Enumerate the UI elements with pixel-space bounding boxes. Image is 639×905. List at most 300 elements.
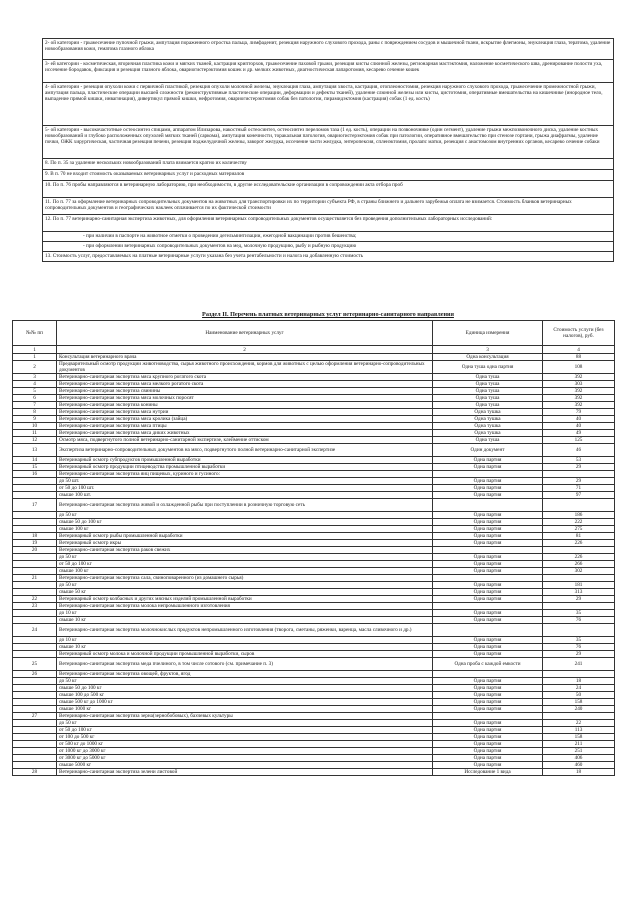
row-number: 14 bbox=[13, 457, 57, 464]
service-price: 211 bbox=[543, 741, 615, 748]
note-row bbox=[43, 126, 614, 159]
table-row bbox=[13, 492, 615, 499]
service-price: 35 bbox=[543, 637, 615, 644]
table-row bbox=[13, 658, 615, 671]
unit-of-measure: Одна тушка bbox=[433, 416, 543, 423]
note-row bbox=[43, 39, 614, 60]
table-row bbox=[13, 603, 615, 610]
service-name: до 10 кг bbox=[57, 637, 433, 644]
service-price: 76 bbox=[543, 617, 615, 624]
row-number bbox=[13, 589, 57, 596]
row-number bbox=[13, 492, 57, 499]
table-row bbox=[13, 734, 615, 741]
service-price: 24 bbox=[543, 685, 615, 692]
table-row bbox=[13, 741, 615, 748]
service-name: до 50 кг bbox=[57, 554, 433, 561]
service-price: 46 bbox=[543, 444, 615, 457]
table-row bbox=[13, 457, 615, 464]
row-number: 24 bbox=[13, 624, 57, 637]
row-number bbox=[13, 706, 57, 713]
row-number bbox=[13, 755, 57, 762]
unit-of-measure: Одна партия bbox=[433, 464, 543, 471]
service-name: Ветеринарный осмотр молока и молочной продукции промышленной выработки, сыров bbox=[57, 651, 433, 658]
note-text: 5- ой категории - высокочастотные остеосинтез спицами, аппаратом Илизарова, накостный остеосинтез, остеосинтез переломов таза (1 ед. кость), операции на позвоночнике (один сегмент), удаление грыжи межпозвоночного диска, удаление костных новообразований и глубоко расположенных опухолей мягких тканей (саркома), ампутация конечности, торакальная патология, овариогистерэктомия собак при патологии, оперативное вмешательство при стенозе гортани, грыжа диафрагмы, удаление почки, ОЖК хирургическая, частичная резекция печени, резекция поджелудочной железы, заворот желудка, иссечение части желудка, энтеропексия, спленэктомия, пролапс матки, резекция с анастомозом внутренних органов, кесарево сечение собаки bbox=[43, 126, 614, 159]
unit-of-measure: Одна тушка bbox=[433, 423, 543, 430]
service-price: 29 bbox=[543, 651, 615, 658]
service-name: от 50 до 100 шт. bbox=[57, 485, 433, 492]
unit-of-measure: Одна партия bbox=[433, 568, 543, 575]
row-number bbox=[13, 644, 57, 651]
service-price: 71 bbox=[543, 485, 615, 492]
table-row bbox=[13, 430, 615, 437]
row-number bbox=[13, 526, 57, 533]
unit-of-measure: Одна партия bbox=[433, 526, 543, 533]
note-text: - при наличии в паспорте на животное отметки о проведении дегельминтизации, ежегодной вакцинации против бешенства; bbox=[43, 232, 614, 242]
row-number bbox=[13, 512, 57, 519]
price-table-header bbox=[13, 321, 615, 346]
service-price: 108 bbox=[543, 361, 615, 374]
unit-of-measure: Одна туша bbox=[433, 402, 543, 409]
unit-of-measure: Один документ bbox=[433, 444, 543, 457]
service-name: от 50 до 100 кг bbox=[57, 561, 433, 568]
unit-of-measure bbox=[433, 713, 543, 720]
row-number bbox=[13, 637, 57, 644]
row-number bbox=[13, 748, 57, 755]
table-row bbox=[13, 678, 615, 685]
header-name: Наименование ветеринарных услуг bbox=[57, 321, 433, 346]
table-row bbox=[13, 692, 615, 699]
unit-of-measure: Одна партия bbox=[433, 561, 543, 568]
table-row bbox=[13, 706, 615, 713]
service-name: Ветеринарно-санитарная экспертиза меда пчелиного, в том числе сотового (см. примечание п. 3) bbox=[57, 658, 433, 671]
note-row bbox=[43, 215, 614, 232]
table-row bbox=[13, 519, 615, 526]
row-number: 7 bbox=[13, 402, 57, 409]
row-number bbox=[13, 610, 57, 617]
row-number: 11 bbox=[13, 430, 57, 437]
service-name: Ветеринарно-санитарная экспертиза живой и охлажденной рыбы при поступлении в розничную торговую сеть bbox=[57, 499, 433, 512]
row-number: 5 bbox=[13, 388, 57, 395]
table-row bbox=[13, 617, 615, 624]
service-price: 97 bbox=[543, 492, 615, 499]
service-price: 40 bbox=[543, 416, 615, 423]
unit-of-measure: Одна партия bbox=[433, 519, 543, 526]
unit-of-measure: Одна туша bbox=[433, 437, 543, 444]
service-price: 392 bbox=[543, 374, 615, 381]
service-price: 53 bbox=[543, 457, 615, 464]
row-number: 18 bbox=[13, 533, 57, 540]
service-price: 76 bbox=[543, 644, 615, 651]
service-price: 406 bbox=[543, 755, 615, 762]
row-number: 16 bbox=[13, 471, 57, 478]
unit-of-measure: Одна консультация bbox=[433, 354, 543, 361]
unit-of-measure: Одна тушка bbox=[433, 409, 543, 416]
table-row bbox=[13, 644, 615, 651]
service-name: до 10 кг bbox=[57, 610, 433, 617]
row-number: 12 bbox=[13, 437, 57, 444]
note-row bbox=[43, 252, 614, 262]
row-number bbox=[13, 678, 57, 685]
service-name: до 50 кг bbox=[57, 678, 433, 685]
row-number: 6 bbox=[13, 395, 57, 402]
table-row bbox=[13, 540, 615, 547]
service-price: 226 bbox=[543, 540, 615, 547]
unit-of-measure: Одна партия bbox=[433, 644, 543, 651]
row-number bbox=[13, 478, 57, 485]
table-row bbox=[13, 651, 615, 658]
table-row bbox=[13, 423, 615, 430]
service-name: от 50 до 100 кг bbox=[57, 727, 433, 734]
service-name: Ветеринарно-санитарная экспертиза сала, свиноповаренного (из домашнего сырья) bbox=[57, 575, 433, 582]
service-name: свыше 50 до 100 кг bbox=[57, 519, 433, 526]
row-number: 3 bbox=[13, 374, 57, 381]
service-name: Ветеринарный осмотр колбасных и других мясных изделий промышленной выработки bbox=[57, 596, 433, 603]
service-name: Ветеринарно-санитарная экспертиза свинины bbox=[57, 388, 433, 395]
unit-of-measure: Одна партия bbox=[433, 582, 543, 589]
unit-of-measure: Одна партия bbox=[433, 617, 543, 624]
col-number: 1 bbox=[13, 346, 57, 354]
service-name: Экспертиза ветеринарно-сопроводительных документов на мясо, подвергнутого полной ветеринарно-санитарной экспертизе bbox=[57, 444, 433, 457]
service-price: 392 bbox=[543, 395, 615, 402]
service-name: Ветеринарно-санитарная экспертиза молока непромышленного изготовления bbox=[57, 603, 433, 610]
unit-of-measure: Одна партия bbox=[433, 533, 543, 540]
service-name: Ветеринарно-санитарная экспертиза мяса молочных поросят bbox=[57, 395, 433, 402]
unit-of-measure: Одна партия bbox=[433, 485, 543, 492]
service-price: 113 bbox=[543, 727, 615, 734]
table-row bbox=[13, 361, 615, 374]
header-unit: Единица измерения bbox=[433, 321, 543, 346]
service-price bbox=[543, 624, 615, 637]
table-row bbox=[13, 727, 615, 734]
table-row bbox=[13, 395, 615, 402]
table-row bbox=[13, 748, 615, 755]
unit-of-measure: Одна партия bbox=[433, 457, 543, 464]
row-number bbox=[13, 741, 57, 748]
row-number bbox=[13, 561, 57, 568]
service-name: от 3000 кг до 5000 кг bbox=[57, 755, 433, 762]
unit-of-measure: Одна партия bbox=[433, 554, 543, 561]
row-number bbox=[13, 692, 57, 699]
service-name: Ветеринарно-санитарная экспертиза мяса кролика (зайца) bbox=[57, 416, 433, 423]
service-price bbox=[543, 471, 615, 478]
col-number: 4 bbox=[543, 346, 615, 354]
note-text: - при оформлении ветеринарных сопроводительных документов на мед, молочную продукцию, рыбу и рыбную продукцию bbox=[43, 242, 614, 252]
table-row bbox=[13, 444, 615, 457]
service-name: свыше 5000 кг bbox=[57, 762, 433, 769]
service-price: 50 bbox=[543, 692, 615, 699]
unit-of-measure: Одна партия bbox=[433, 540, 543, 547]
note-row bbox=[43, 242, 614, 252]
service-price: 158 bbox=[543, 734, 615, 741]
unit-of-measure: Одна партия bbox=[433, 685, 543, 692]
table-row bbox=[13, 526, 615, 533]
row-number: 20 bbox=[13, 547, 57, 554]
price-table bbox=[12, 320, 615, 776]
unit-of-measure: Одна партия bbox=[433, 734, 543, 741]
unit-of-measure: Одна партия bbox=[433, 492, 543, 499]
unit-of-measure: Одна туша одна партия bbox=[433, 361, 543, 374]
table-row bbox=[13, 533, 615, 540]
table-row bbox=[13, 388, 615, 395]
table-row bbox=[13, 568, 615, 575]
unit-of-measure bbox=[433, 624, 543, 637]
row-number: 2 bbox=[13, 361, 57, 374]
note-text: 4- ой категории - резекция опухоли кожи с первичной пластикой, резекция опухоли молочной железы, энуклеация глаза, ампутация хвоста, кастрация, отоплеоностомия, резекция наружного слухового прохода, грыжесечение промежностной грыжи, ампутация пальца, пластические операции высшей сложности (реконструктивные пластические операции, деформации и дефекты тканей), удаление слюнной железы или кисты, цистотомия, оперативные вмешательства на кишечнике (инородное тело, выпадение прямой кишки, инвагинация), дивертикул прямой кишки, нефротомия, овариогистерэктомия собак без патологии, пирамидэктомия (кастрация) собак (1 ед. кость) bbox=[43, 83, 614, 126]
table-row bbox=[13, 416, 615, 423]
table-row bbox=[13, 589, 615, 596]
row-number bbox=[13, 727, 57, 734]
table-row bbox=[13, 381, 615, 388]
table-row bbox=[13, 596, 615, 603]
table-row bbox=[13, 610, 615, 617]
header-num: №№ пп bbox=[13, 321, 57, 346]
row-number bbox=[13, 617, 57, 624]
table-row bbox=[13, 478, 615, 485]
row-number: 22 bbox=[13, 596, 57, 603]
row-number bbox=[13, 720, 57, 727]
service-name: свыше 10 кг bbox=[57, 617, 433, 624]
note-row bbox=[43, 170, 614, 181]
service-name: Ветеринарный осмотр продукции птицеводства промышленной выработки bbox=[57, 464, 433, 471]
service-name: от 500 кг до 1000 кг bbox=[57, 741, 433, 748]
table-row bbox=[13, 409, 615, 416]
unit-of-measure: Одна туша bbox=[433, 381, 543, 388]
table-row bbox=[13, 762, 615, 769]
unit-of-measure: Одна партия bbox=[433, 762, 543, 769]
row-number: 15 bbox=[13, 464, 57, 471]
table-row bbox=[13, 471, 615, 478]
column-numbers-row bbox=[13, 346, 615, 354]
service-price: 460 bbox=[543, 762, 615, 769]
row-number bbox=[13, 734, 57, 741]
row-number: 8 bbox=[13, 409, 57, 416]
service-price: 125 bbox=[543, 437, 615, 444]
service-price: 18 bbox=[543, 678, 615, 685]
row-number bbox=[13, 699, 57, 706]
service-price: 29 bbox=[543, 596, 615, 603]
service-name: Ветеринарный осмотр рыбы промышленной выработки bbox=[57, 533, 433, 540]
service-name: свыше 500 кг до 1000 кг bbox=[57, 699, 433, 706]
service-price: 226 bbox=[543, 554, 615, 561]
row-number: 10 bbox=[13, 423, 57, 430]
table-row bbox=[13, 713, 615, 720]
row-number: 23 bbox=[13, 603, 57, 610]
table-row bbox=[13, 671, 615, 678]
service-price bbox=[543, 547, 615, 554]
service-price: 29 bbox=[543, 478, 615, 485]
note-text: 13. Стоимость услуг, предоставляемых на платные ветеринарные услуги указана без учета рентабельности и налога на добавленную стоимость bbox=[43, 252, 614, 262]
notes-table bbox=[42, 38, 614, 262]
col-number: 3 bbox=[433, 346, 543, 354]
unit-of-measure: Одна туша bbox=[433, 388, 543, 395]
unit-of-measure bbox=[433, 499, 543, 512]
service-name: Предварительный осмотр продукции животноводства, сырья животного происхождения, кормов для животных с целью оформления ветеринарно-сопроводительных документов bbox=[57, 361, 433, 374]
service-name: до 50 кг bbox=[57, 720, 433, 727]
row-number bbox=[13, 582, 57, 589]
note-text: 11. По п. 77 за оформление ветеринарных сопроводительных документов на животных для транспортировки их по территории субъекта РФ, в страны ближнего и дальнего зарубежья оплата не взимается. Стоимость бланков ветеринарных сопроводительных документов и географических наклеек оплачивается по их фактической стоимости bbox=[43, 198, 614, 215]
table-row bbox=[13, 554, 615, 561]
table-row bbox=[13, 374, 615, 381]
row-number: 19 bbox=[13, 540, 57, 547]
row-number: 17 bbox=[13, 499, 57, 512]
note-row bbox=[43, 232, 614, 242]
service-price: 88 bbox=[543, 354, 615, 361]
note-row bbox=[43, 60, 614, 83]
row-number bbox=[13, 554, 57, 561]
service-price: 40 bbox=[543, 423, 615, 430]
service-price bbox=[543, 671, 615, 678]
service-name: Ветеринарно-санитарная экспертиза мяса нутрии bbox=[57, 409, 433, 416]
unit-of-measure: Одна партия bbox=[433, 706, 543, 713]
unit-of-measure: Одна проба с каждой емкости bbox=[433, 658, 543, 671]
service-price bbox=[543, 575, 615, 582]
unit-of-measure: Одна партия bbox=[433, 720, 543, 727]
service-name: свыше 100 кг bbox=[57, 568, 433, 575]
service-name: от 100 до 500 кг bbox=[57, 734, 433, 741]
service-name: Ветеринарно-санитарная экспертиза мяса птицы bbox=[57, 423, 433, 430]
service-name: Ветеринарно-санитарная экспертиза зелени листовой bbox=[57, 769, 433, 776]
service-price: 241 bbox=[543, 658, 615, 671]
service-name: свыше 10 кг bbox=[57, 644, 433, 651]
service-name: до 50 кг bbox=[57, 582, 433, 589]
service-name: Ветеринарно-санитарная экспертиза мяса диких животных bbox=[57, 430, 433, 437]
unit-of-measure: Одна партия bbox=[433, 727, 543, 734]
row-number bbox=[13, 485, 57, 492]
table-row bbox=[13, 624, 615, 637]
note-text: 9. В п. 70 не входит стоимость оказываемых ветеринарных услуг и расходных материалов bbox=[43, 170, 614, 181]
row-number: 26 bbox=[13, 671, 57, 678]
table-row bbox=[13, 464, 615, 471]
service-price: 158 bbox=[543, 699, 615, 706]
service-price: 313 bbox=[543, 589, 615, 596]
service-name: Ветеринарно-санитарная экспертиза мяса крупного рогатого скота bbox=[57, 374, 433, 381]
service-price: 222 bbox=[543, 519, 615, 526]
service-name: свыше 50 до 100 кг bbox=[57, 685, 433, 692]
row-number bbox=[13, 651, 57, 658]
unit-of-measure: Одна туша bbox=[433, 374, 543, 381]
unit-of-measure bbox=[433, 603, 543, 610]
note-row bbox=[43, 181, 614, 198]
service-price: 35 bbox=[543, 610, 615, 617]
unit-of-measure: Одна партия bbox=[433, 610, 543, 617]
row-number: 9 bbox=[13, 416, 57, 423]
row-number: 13 bbox=[13, 444, 57, 457]
service-name: до 50 кг bbox=[57, 512, 433, 519]
note-row bbox=[43, 159, 614, 170]
service-name: Ветеринарно-санитарная экспертиза раков свежих bbox=[57, 547, 433, 554]
unit-of-measure bbox=[433, 471, 543, 478]
service-name: Ветеринарный осмотр субпродуктов промышленной выработки bbox=[57, 457, 433, 464]
table-row bbox=[13, 769, 615, 776]
table-row bbox=[13, 720, 615, 727]
service-price bbox=[543, 603, 615, 610]
service-price: 79 bbox=[543, 409, 615, 416]
service-name: Ветеринарно-санитарная экспертиза яиц пищевых, куриного и гусиного: bbox=[57, 471, 433, 478]
service-name: Ветеринарный осмотр икры bbox=[57, 540, 433, 547]
unit-of-measure: Исследование 1 вида bbox=[433, 769, 543, 776]
row-number bbox=[13, 762, 57, 769]
unit-of-measure bbox=[433, 547, 543, 554]
service-name: свыше 100 до 500 кг bbox=[57, 692, 433, 699]
table-row bbox=[13, 575, 615, 582]
row-number bbox=[13, 568, 57, 575]
price-table-body bbox=[13, 354, 615, 776]
note-row bbox=[43, 83, 614, 126]
table-row bbox=[13, 685, 615, 692]
service-name: свыше 50 кг bbox=[57, 589, 433, 596]
table-row bbox=[13, 561, 615, 568]
service-price: 181 bbox=[543, 582, 615, 589]
section-title: Раздел II. Перечень платных ветеринарных услуг ветеринарно-санитарного направления bbox=[202, 311, 454, 318]
service-name: Консультация ветеринарного врача bbox=[57, 354, 433, 361]
table-row bbox=[13, 402, 615, 409]
service-price bbox=[543, 713, 615, 720]
unit-of-measure bbox=[433, 575, 543, 582]
service-name: Ветеринарно-санитарная экспертиза мяса мелкого рогатого скота bbox=[57, 381, 433, 388]
header-price: Стоимость услуги (без налогов), руб. bbox=[543, 321, 615, 346]
unit-of-measure: Одна партия bbox=[433, 637, 543, 644]
unit-of-measure: Одна партия bbox=[433, 741, 543, 748]
service-price: 392 bbox=[543, 388, 615, 395]
service-name: Ветеринарно-санитарная экспертиза зерна(зернобобовых), бахчевых культуры bbox=[57, 713, 433, 720]
row-number: 4 bbox=[13, 381, 57, 388]
unit-of-measure: Одна партия bbox=[433, 699, 543, 706]
service-name: свыше 1000 кг bbox=[57, 706, 433, 713]
service-price: 240 bbox=[543, 706, 615, 713]
service-price bbox=[543, 499, 615, 512]
unit-of-measure: Одна партия bbox=[433, 755, 543, 762]
unit-of-measure: Одна туша bbox=[433, 395, 543, 402]
service-price: 81 bbox=[543, 533, 615, 540]
note-text: 8. По п. 35 за удаление нескольких новообразований плата взимается кратно их количеству bbox=[43, 159, 614, 170]
unit-of-measure: Одна партия bbox=[433, 478, 543, 485]
service-name: Ветеринарно-санитарная экспертиза конины bbox=[57, 402, 433, 409]
row-number: 1 bbox=[13, 354, 57, 361]
table-row bbox=[13, 437, 615, 444]
row-number: 27 bbox=[13, 713, 57, 720]
service-price: 22 bbox=[543, 720, 615, 727]
note-row bbox=[43, 198, 614, 215]
service-name: Ветеринарно-санитарная экспертиза молочнокислых продуктов непромышленного изготовления (творога, сметаны, ряженки, варенца, масла сливочного и др.) bbox=[57, 624, 433, 637]
service-price: 266 bbox=[543, 561, 615, 568]
table-row bbox=[13, 755, 615, 762]
unit-of-measure: Одна партия bbox=[433, 678, 543, 685]
unit-of-measure bbox=[433, 671, 543, 678]
service-price: 186 bbox=[543, 512, 615, 519]
note-text: 10. По п. 76 пробы направляются в ветеринарную лабораторию, при необходимости, в другие исследовательские организации в сопровождении акта отбора проб bbox=[43, 181, 614, 198]
table-row bbox=[13, 582, 615, 589]
unit-of-measure: Одна партия bbox=[433, 748, 543, 755]
notes-body bbox=[43, 39, 614, 262]
unit-of-measure: Одна партия bbox=[433, 651, 543, 658]
service-name: до 50 шт. bbox=[57, 478, 433, 485]
col-number: 2 bbox=[57, 346, 433, 354]
service-name: от 1000 кг до 3000 кг bbox=[57, 748, 433, 755]
service-price: 18 bbox=[543, 769, 615, 776]
unit-of-measure: Одна тушка bbox=[433, 430, 543, 437]
note-text: 3- ей категории - косметическая, вторичная пластика кожи и мягких тканей, кастрация крипторхов, грыжесечение паховой грыжи, резекция кисты слюнной железы, регионарная мастэктомия, наложение косметического шва, дренирование полости уха, иссечение бородавок, фиксация и резекция глазного яблока, овариогистерэктомия кошек и др. мелких животных, диагностическая лапаротомия, кесарево сечение кошек bbox=[43, 60, 614, 83]
service-price: 275 bbox=[543, 526, 615, 533]
table-row bbox=[13, 547, 615, 554]
service-price: 392 bbox=[543, 402, 615, 409]
service-name: Осмотр мяса, подвергнутого полной ветеринарно-санитарной экспертизе, клеймение оттиском bbox=[57, 437, 433, 444]
service-price: 29 bbox=[543, 464, 615, 471]
service-price: 251 bbox=[543, 748, 615, 755]
service-name: свыше 100 кг bbox=[57, 526, 433, 533]
row-number: 28 bbox=[13, 769, 57, 776]
row-number: 25 bbox=[13, 658, 57, 671]
row-number: 21 bbox=[13, 575, 57, 582]
